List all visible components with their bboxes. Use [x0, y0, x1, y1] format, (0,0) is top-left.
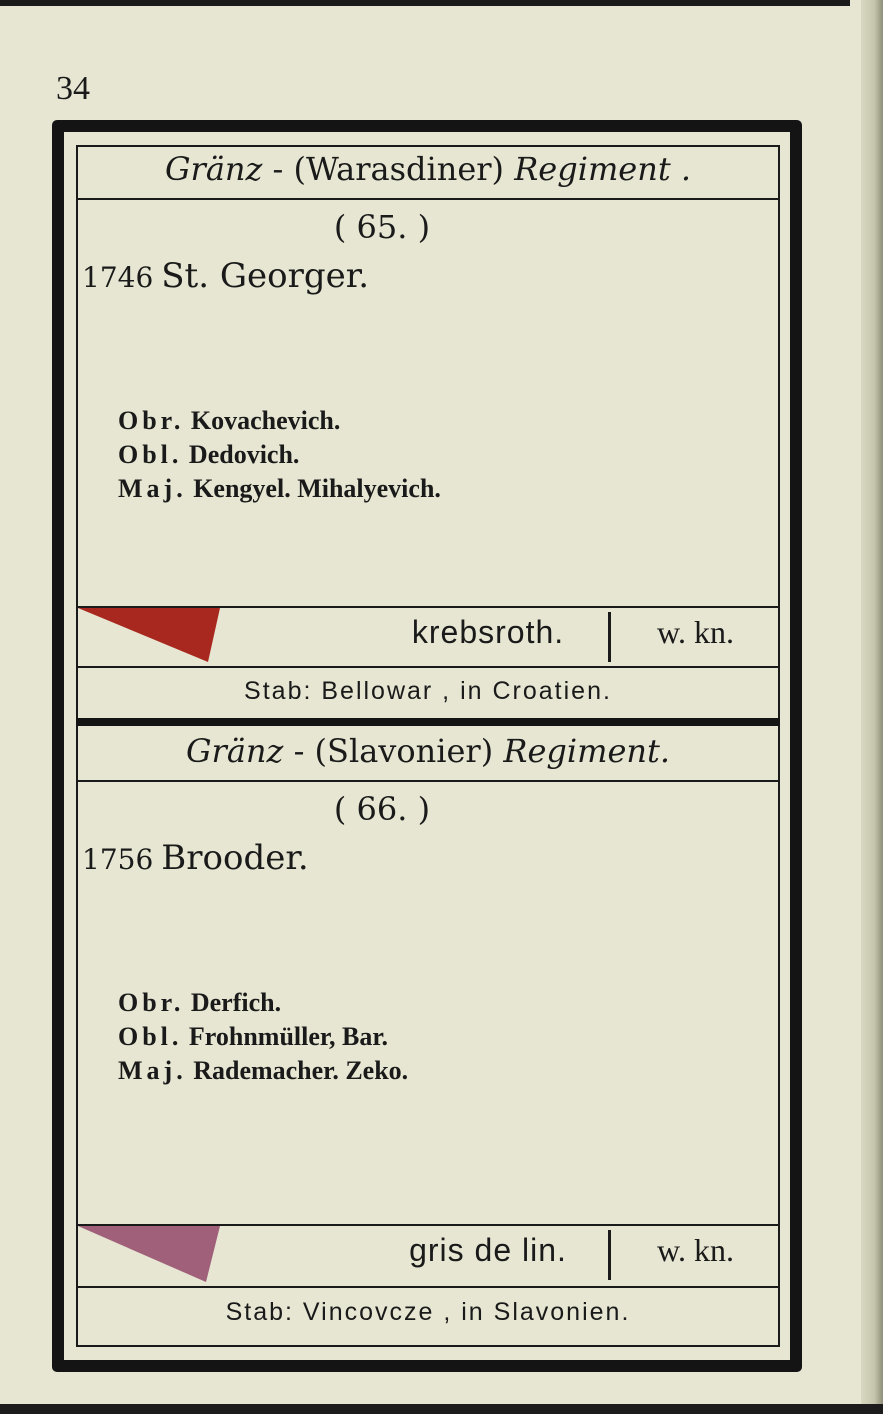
title-mid: - (Warasdiner): [262, 150, 515, 188]
regiment-66-facing-row: [78, 1226, 778, 1284]
title-post: Regiment.: [503, 732, 671, 770]
title-post: Regiment .: [514, 150, 692, 188]
officer-name: Frohnmüller, Bar.: [188, 1022, 389, 1051]
officer-rank: Maj.: [118, 1056, 187, 1085]
officer-row: [118, 1020, 408, 1054]
officer-row: [118, 438, 441, 472]
top-rule: [0, 0, 850, 6]
button-color-label: w. kn.: [656, 614, 735, 650]
officer-row: [118, 986, 408, 1020]
section-divider: [76, 718, 780, 726]
rule: [78, 1286, 778, 1288]
column-separator: [608, 612, 611, 662]
regiment-65-founding: [82, 256, 369, 296]
regiment-66-founding: [82, 838, 309, 878]
officer-row: [118, 1054, 408, 1088]
officer-name: Rademacher. Zeko.: [193, 1056, 409, 1085]
facing-color-label: krebsroth.: [411, 614, 565, 650]
regiment-66-title: [78, 732, 778, 770]
title-pre: Gränz: [185, 732, 284, 770]
column-separator: [608, 1230, 611, 1280]
regiment-name: St. Georger.: [161, 256, 370, 296]
founding-year: 1746: [82, 261, 154, 294]
page-number: 34: [56, 70, 90, 107]
title-pre: Gränz: [164, 150, 263, 188]
regiment-66-officers: [118, 986, 408, 1088]
facing-color-label: gris de lin.: [409, 1232, 567, 1268]
officer-name: Kovachevich.: [190, 406, 341, 435]
officer-rank: Obr.: [118, 406, 185, 435]
page-edge: [861, 0, 883, 1414]
officer-row: [118, 472, 441, 506]
officer-name: Dedovich.: [188, 440, 300, 469]
regiment-name: Brooder.: [161, 838, 309, 878]
facing-color-swatch: [78, 608, 228, 666]
regiment-65-number: ( 65. ): [333, 208, 431, 246]
facing-color-swatch: [78, 1226, 228, 1284]
officer-rank: Maj.: [118, 474, 187, 503]
button-color-label: w. kn.: [656, 1232, 735, 1268]
rule: [78, 780, 778, 782]
regiment-65-officers: [118, 404, 441, 506]
founding-year: 1756: [82, 843, 154, 876]
regiment-65-title: [78, 150, 778, 188]
rule: [78, 198, 778, 200]
officer-rank: Obr.: [118, 988, 185, 1017]
regiment-66-number: ( 66. ): [333, 790, 431, 828]
regiment-66-stab: Stab: Vincovcze , in Slavonien.: [225, 1298, 631, 1326]
officer-name: Kengyel. Mihalyevich.: [193, 474, 441, 503]
bottom-rule: [0, 1404, 883, 1414]
regiment-65-stab: Stab: Bellowar , in Croatien.: [244, 677, 612, 705]
officer-rank: Obl.: [118, 1022, 183, 1051]
title-mid: - (Slavonier): [283, 732, 504, 770]
regiment-65-facing-row: [78, 608, 778, 666]
officer-name: Derfich.: [190, 988, 282, 1017]
rule: [78, 666, 778, 668]
officer-rank: Obl.: [118, 440, 183, 469]
officer-row: [118, 404, 441, 438]
